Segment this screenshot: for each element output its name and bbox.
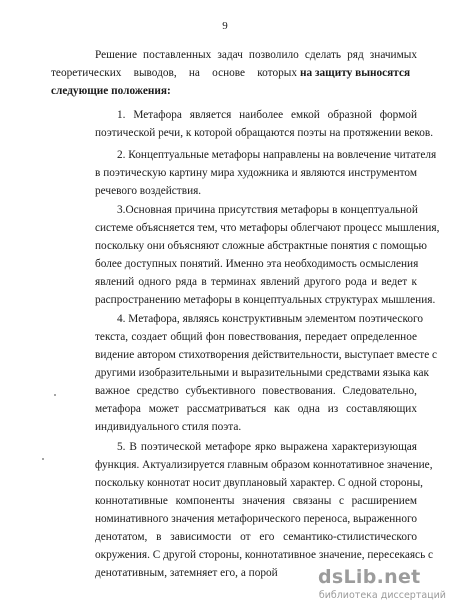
text-line: индивидуального стиля поэта. bbox=[95, 421, 242, 433]
page-number: 9 bbox=[222, 20, 228, 32]
text-line: теоретических выводов, на основе которых bbox=[51, 67, 297, 79]
text-line: текста, создает общий фон повествования, передает определенное bbox=[95, 331, 417, 343]
text-line: денотатом, в зависимости от его семантико-стилистического bbox=[95, 531, 417, 543]
text-line: 1. Метафора является наиболее емкой образной формой bbox=[117, 109, 417, 121]
watermark-site: dsLib.net bbox=[318, 566, 421, 588]
text-line: денотативным, затемняет его, а порой bbox=[95, 567, 278, 579]
text-line: более доступных понятий. Именно эта необходимость осмысления bbox=[95, 258, 419, 270]
text-line: номинативного значения метафорического переноса, выраженного bbox=[95, 513, 417, 525]
text-line: метафора может рассматриваться как одна из составляющих bbox=[95, 403, 417, 415]
text-line: видение автором стихотворения действительности, выступает вместе с bbox=[95, 349, 438, 361]
text-line: явлений одного ряда в терминах явлений другого рода и ведет к bbox=[95, 276, 417, 288]
watermark-caption: библиотека диссертаций bbox=[318, 590, 446, 601]
text-line: речевого воздействия. bbox=[95, 185, 202, 197]
text-line: 4. Метафора, являясь конструктивным элементом поэтического bbox=[117, 313, 424, 325]
text-line: другими изобразительными и выразительными средствами языка как bbox=[95, 367, 430, 379]
watermark bbox=[318, 566, 446, 604]
text-line: Решение поставленных задач позволило сделать ряд значимых bbox=[95, 49, 417, 61]
text-line: окружения. С другой стороны, коннотативное значение, пересекаясь с bbox=[95, 549, 434, 561]
scan-speck bbox=[42, 458, 44, 460]
text-line: коннотативные компоненты значения связаны с расширением bbox=[95, 495, 417, 507]
text-line: важное средство субъективного повествования. Следовательно, bbox=[95, 385, 417, 397]
bold-heading: следующие положения: bbox=[51, 85, 171, 97]
text-line: поскольку они объясняют сложные абстрактные понятия с помощью bbox=[95, 240, 427, 252]
text-line: функция. Актуализируется главным образом коннотативное значение, bbox=[95, 459, 433, 471]
text-line: поскольку коннотат носит двуплановый характер. С одной стороны, bbox=[95, 477, 423, 489]
text-line: распространению метафоры в концептуальных структурах мышления. bbox=[95, 294, 436, 306]
text-line: поэтической речи, к которой обращаются поэты на протяжении веков. bbox=[95, 127, 434, 139]
text-line: в поэтическую картину мира художника и являются инструментом bbox=[95, 167, 417, 179]
text-line: 5. В поэтической метафоре ярко выражена характеризующая bbox=[117, 441, 417, 453]
bold-phrase: на защиту выносятся bbox=[300, 67, 411, 79]
text-line: системе объясняется тем, что метафоры облегчают процесс мышления, bbox=[95, 222, 440, 234]
scan-speck bbox=[54, 394, 56, 396]
text-line: 3.Основная причина присутствия метафоры в концептуальной bbox=[117, 204, 418, 216]
text-line: 2. Концептуальные метафоры направлены на вовлечение читателя bbox=[117, 149, 437, 161]
